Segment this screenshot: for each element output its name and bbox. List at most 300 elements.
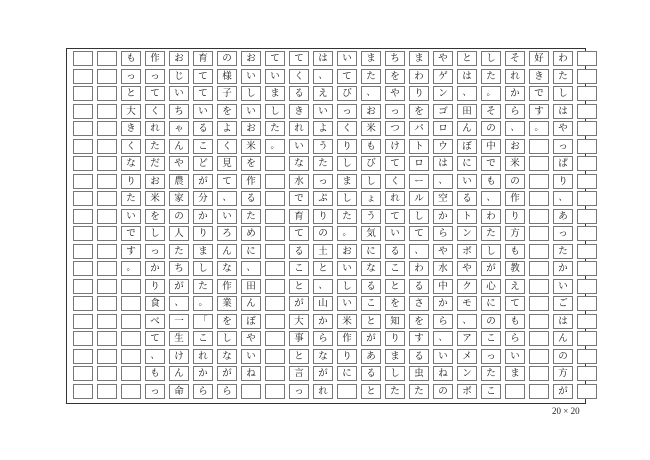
manuscript-cell: 、 [433,331,453,346]
manuscript-cell: 水 [289,174,309,189]
manuscript-cell: お [145,174,165,189]
manuscript-cell: く [145,104,165,119]
manuscript-cell: で [481,156,501,171]
manuscript-cell: に [337,366,357,381]
manuscript-cell: ゃ [169,121,189,136]
manuscript-cell: っ [553,139,573,154]
manuscript-cell: た [553,244,573,259]
manuscript-cell: た [169,244,189,259]
manuscript-cell: り [337,349,357,364]
manuscript-cell: ン [457,226,477,241]
manuscript-cell: て [505,296,525,311]
manuscript-cell: な [289,156,309,171]
manuscript-cell [73,69,93,84]
manuscript-cell: か [505,86,525,101]
manuscript-cell: て [217,174,237,189]
manuscript-cell: き [529,69,549,84]
manuscript-cell: か [433,209,453,224]
manuscript-cell: 農 [169,174,189,189]
manuscript-cell: え [313,86,333,101]
manuscript-cell: と [121,86,141,101]
manuscript-column [385,49,405,403]
manuscript-cell: 教 [505,261,525,276]
manuscript-cell: た [313,156,333,171]
manuscript-cell: や [241,331,261,346]
manuscript-cell: れ [289,121,309,136]
manuscript-cell [265,226,285,241]
manuscript-cell: ろ [217,226,237,241]
manuscript-cell: て [409,226,429,241]
manuscript-cell [73,86,93,101]
manuscript-cell: っ [145,244,165,259]
manuscript-cell: 米 [361,121,381,136]
manuscript-cell: ん [457,121,477,136]
manuscript-cell: の [433,384,453,399]
manuscript-cell: ん [241,296,261,311]
manuscript-cell: が [217,366,237,381]
manuscript-cell: ら [217,384,237,399]
manuscript-cell: ご [553,296,573,311]
manuscript-cell [97,261,117,276]
manuscript-cell: い [217,209,237,224]
manuscript-cell: っ [289,384,309,399]
manuscript-cell: ま [385,349,405,364]
manuscript-cell: ン [433,86,453,101]
manuscript-cell: り [553,174,573,189]
manuscript-cell: よ [313,121,333,136]
manuscript-cell: 分 [193,191,213,206]
manuscript-column [265,49,285,403]
manuscript-cell: 、 [313,69,333,84]
manuscript-cell: で [121,226,141,241]
manuscript-cell [577,279,597,294]
manuscript-cell: か [193,366,213,381]
manuscript-cell: ボ [457,244,477,259]
manuscript-cell: か [553,261,573,276]
manuscript-cell: い [289,139,309,154]
manuscript-cell: た [193,279,213,294]
manuscript-cell: わ [409,69,429,84]
manuscript-cell: す [529,104,549,119]
manuscript-cell [265,314,285,329]
manuscript-cell: 中 [481,139,501,154]
manuscript-cell: は [553,104,573,119]
manuscript-cell: そ [505,51,525,66]
manuscript-cell: 作 [505,191,525,206]
manuscript-cell: る [385,244,405,259]
manuscript-cell: た [337,209,357,224]
manuscript-cell: 作 [145,51,165,66]
manuscript-cell [97,279,117,294]
manuscript-cell [73,261,93,276]
manuscript-cell: す [409,331,429,346]
manuscript-cell: 作 [241,174,261,189]
manuscript-cell: ま [505,366,525,381]
manuscript-cell: 。 [481,86,501,101]
manuscript-cell [265,156,285,171]
manuscript-cell: 食 [145,296,165,311]
manuscript-cell: な [217,261,237,276]
manuscript-cell: お [361,104,381,119]
manuscript-cell: い [553,279,573,294]
manuscript-cell: い [505,349,525,364]
manuscript-cell: り [193,226,213,241]
manuscript-cell: て [289,51,309,66]
manuscript-cell: 家 [169,191,189,206]
manuscript-column [313,49,333,403]
manuscript-cell: ょ [361,191,381,206]
manuscript-cell: る [457,191,477,206]
manuscript-cell: モ [457,296,477,311]
manuscript-cell [529,191,549,206]
manuscript-cell: や [433,51,453,66]
manuscript-column [433,49,453,403]
manuscript-cell [265,174,285,189]
manuscript-column [73,49,93,403]
manuscript-cell [97,209,117,224]
manuscript-column [577,49,597,403]
manuscript-cell: 米 [337,314,357,329]
manuscript-cell: 大 [289,314,309,329]
manuscript-cell: 人 [169,226,189,241]
manuscript-cell: し [217,331,237,346]
manuscript-cell: の [481,314,501,329]
manuscript-cell: や [433,244,453,259]
manuscript-cell: メ [457,349,477,364]
manuscript-cell: 土 [313,244,333,259]
manuscript-cell: れ [385,191,405,206]
manuscript-cell: す [121,244,141,259]
manuscript-cell: 、 [481,191,501,206]
manuscript-cell: し [361,174,381,189]
manuscript-cell [73,349,93,364]
manuscript-cell [577,331,597,346]
manuscript-cell: が [169,279,189,294]
manuscript-cell: 、 [433,174,453,189]
manuscript-cell: お [241,121,261,136]
manuscript-cell: き [121,121,141,136]
manuscript-cell [73,331,93,346]
manuscript-cell: い [193,104,213,119]
manuscript-cell: し [337,279,357,294]
manuscript-cell: る [193,121,213,136]
manuscript-cell: や [553,121,573,136]
manuscript-cell [73,314,93,329]
manuscript-column [193,49,213,403]
manuscript-cell [529,384,549,399]
manuscript-cell: も [145,366,165,381]
manuscript-cell: 育 [289,209,309,224]
manuscript-cell: た [265,121,285,136]
manuscript-cell [97,349,117,364]
manuscript-cell [97,244,117,259]
manuscript-cell [121,279,141,294]
manuscript-cell: 米 [241,139,261,154]
manuscript-cell: 山 [313,296,333,311]
manuscript-cell: お [169,51,189,66]
manuscript-cell [73,174,93,189]
manuscript-cell: お [505,139,525,154]
manuscript-cell: 米 [145,191,165,206]
manuscript-cell: ま [409,51,429,66]
manuscript-cell: 。 [337,226,357,241]
manuscript-cell: た [145,139,165,154]
manuscript-cell: て [145,86,165,101]
manuscript-cell: り [337,139,357,154]
manuscript-cell [577,209,597,224]
manuscript-cell: ぷ [313,191,333,206]
manuscript-cell: と [457,51,477,66]
manuscript-cell: て [193,86,213,101]
manuscript-cell: 、 [169,296,189,311]
manuscript-column [553,49,573,403]
manuscript-cell: べ [145,314,165,329]
manuscript-cell [97,86,117,101]
manuscript-cell: る [409,279,429,294]
manuscript-cell: っ [337,104,357,119]
manuscript-cell [529,261,549,276]
manuscript-cell [73,191,93,206]
manuscript-cell: を [409,314,429,329]
manuscript-cell: ん [169,139,189,154]
manuscript-cell [73,384,93,399]
manuscript-cell: っ [145,69,165,84]
manuscript-cell: 、 [409,244,429,259]
manuscript-cell: て [193,69,213,84]
manuscript-cell: れ [145,121,165,136]
manuscript-cell: 、 [313,279,333,294]
manuscript-cell: お [337,244,357,259]
manuscript-cell: 、 [145,349,165,364]
manuscript-cell: る [409,349,429,364]
manuscript-cell: を [385,296,405,311]
manuscript-cell: と [361,314,381,329]
manuscript-cell: 、 [553,191,573,206]
manuscript-cell: た [121,191,141,206]
manuscript-cell [577,156,597,171]
manuscript-cell: い [337,296,357,311]
manuscript-cell [97,174,117,189]
manuscript-cell [265,244,285,259]
manuscript-cell [577,191,597,206]
manuscript-cell [265,296,285,311]
manuscript-cell [73,104,93,119]
manuscript-cell: が [289,296,309,311]
manuscript-cell: お [241,51,261,66]
manuscript-cell: 、 [457,86,477,101]
manuscript-column [97,49,117,403]
manuscript-cell: じ [169,69,189,84]
manuscript-cell: び [361,156,381,171]
manuscript-cell: し [481,244,501,259]
manuscript-cell [241,384,261,399]
manuscript-cell: つ [385,121,405,136]
manuscript-cell [97,191,117,206]
manuscript-cell: と [289,279,309,294]
manuscript-cell [97,314,117,329]
manuscript-cell: い [121,209,141,224]
manuscript-cell [529,331,549,346]
manuscript-cell: る [241,191,261,206]
manuscript-cell: り [385,331,405,346]
manuscript-cell: れ [505,69,525,84]
manuscript-cell [529,174,549,189]
manuscript-cell: く [121,139,141,154]
manuscript-cell [577,121,597,136]
manuscript-cell: 事 [289,331,309,346]
manuscript-cell: り [409,86,429,101]
manuscript-cell: も [481,174,501,189]
manuscript-cell: こ [481,331,501,346]
manuscript-cell: く [289,69,309,84]
manuscript-cell: 一 [169,314,189,329]
manuscript-cell: か [193,209,213,224]
manuscript-cell: っ [553,226,573,241]
manuscript-cell: ま [361,51,381,66]
manuscript-cell [121,349,141,364]
manuscript-cell [529,366,549,381]
manuscript-cell: い [385,226,405,241]
manuscript-cell [73,139,93,154]
manuscript-cell: ん [553,331,573,346]
manuscript-cell [97,366,117,381]
manuscript-cell: か [313,314,333,329]
manuscript-column [481,49,501,403]
manuscript-cell: り [505,209,525,224]
manuscript-cell [265,366,285,381]
manuscript-cell: た [553,69,573,84]
manuscript-cell: 育 [193,51,213,66]
manuscript-cell: ち [169,104,189,119]
manuscript-cell: ち [385,51,405,66]
manuscript-cell: 心 [481,279,501,294]
manuscript-cell: し [337,156,357,171]
manuscript-cell: ね [241,366,261,381]
manuscript-cell [577,51,597,66]
manuscript-cell [265,279,285,294]
manuscript-cell: ら [433,314,453,329]
manuscript-cell: 気 [361,226,381,241]
manuscript-column [217,49,237,403]
manuscript-cell: た [481,69,501,84]
manuscript-cell: ロ [433,121,453,136]
manuscript-cell: い [337,261,357,276]
manuscript-cell: 作 [337,331,357,346]
manuscript-cell: い [313,104,333,119]
manuscript-cell: 、 [217,191,237,206]
manuscript-cell [265,331,285,346]
manuscript-cell [529,209,549,224]
manuscript-cell: や [169,156,189,171]
manuscript-cell: く [385,174,405,189]
manuscript-cell [73,156,93,171]
manuscript-cell: し [409,209,429,224]
manuscript-cell [505,384,525,399]
manuscript-cell: 田 [241,279,261,294]
manuscript-cell [577,349,597,364]
manuscript-cell: い [169,86,189,101]
manuscript-cell [577,139,597,154]
manuscript-cell: ぱ [553,156,573,171]
manuscript-cell: し [265,104,285,119]
manuscript-cell: ら [505,331,525,346]
manuscript-cell [121,384,141,399]
manuscript-cell: も [505,244,525,259]
manuscript-cell: 、 [361,86,381,101]
manuscript-cell: て [289,226,309,241]
manuscript-cell: の [481,121,501,136]
manuscript-cell: が [313,366,333,381]
manuscript-cell: ウ [433,139,453,154]
manuscript-cell: め [241,226,261,241]
manuscript-cell [73,121,93,136]
manuscript-cell [529,226,549,241]
manuscript-cell: ら [313,331,333,346]
manuscript-cell: パ [409,121,429,136]
manuscript-cell [577,296,597,311]
manuscript-cell [265,209,285,224]
manuscript-cell: し [241,86,261,101]
manuscript-cell: 、 [457,314,477,329]
manuscript-cell: の [169,209,189,224]
manuscript-column [289,49,309,403]
manuscript-cell: ク [457,279,477,294]
manuscript-cell: た [481,226,501,241]
manuscript-cell: も [121,51,141,66]
manuscript-cell: ぼ [457,139,477,154]
manuscript-cell: る [361,279,381,294]
manuscript-cell: っ [145,384,165,399]
manuscript-column [529,49,549,403]
manuscript-cell: 空 [433,191,453,206]
manuscript-cell: と [361,384,381,399]
manuscript-cell: が [553,384,573,399]
manuscript-cell: こ [289,261,309,276]
manuscript-cell: り [145,279,165,294]
manuscript-cell: が [193,174,213,189]
manuscript-cell [121,331,141,346]
manuscript-cell: を [217,104,237,119]
manuscript-column [121,49,141,403]
manuscript-cell: 虫 [409,366,429,381]
manuscript-cell: よ [217,121,237,136]
manuscript-cell: が [361,331,381,346]
manuscript-cell: た [361,69,381,84]
manuscript-cell [73,51,93,66]
manuscript-cell: っ [481,349,501,364]
manuscript-cell: ボ [457,384,477,399]
manuscript-cell [97,51,117,66]
manuscript-cell: の [505,174,525,189]
manuscript-cell [577,244,597,259]
manuscript-cell: ど [193,156,213,171]
manuscript-cell: の [553,349,573,364]
manuscript-cell: れ [313,384,333,399]
manuscript-cell [97,156,117,171]
manuscript-cell: て [145,331,165,346]
manuscript-cell: 中 [433,279,453,294]
manuscript-cell: 田 [457,104,477,119]
manuscript-cell: も [361,139,381,154]
manuscript-cell: る [289,244,309,259]
manuscript-cell [73,366,93,381]
manuscript-cell: 方 [505,226,525,241]
manuscript-cell [529,349,549,364]
manuscript-sheet [66,48,586,404]
manuscript-cell: な [361,261,381,276]
manuscript-cell [73,244,93,259]
manuscript-cell [121,296,141,311]
